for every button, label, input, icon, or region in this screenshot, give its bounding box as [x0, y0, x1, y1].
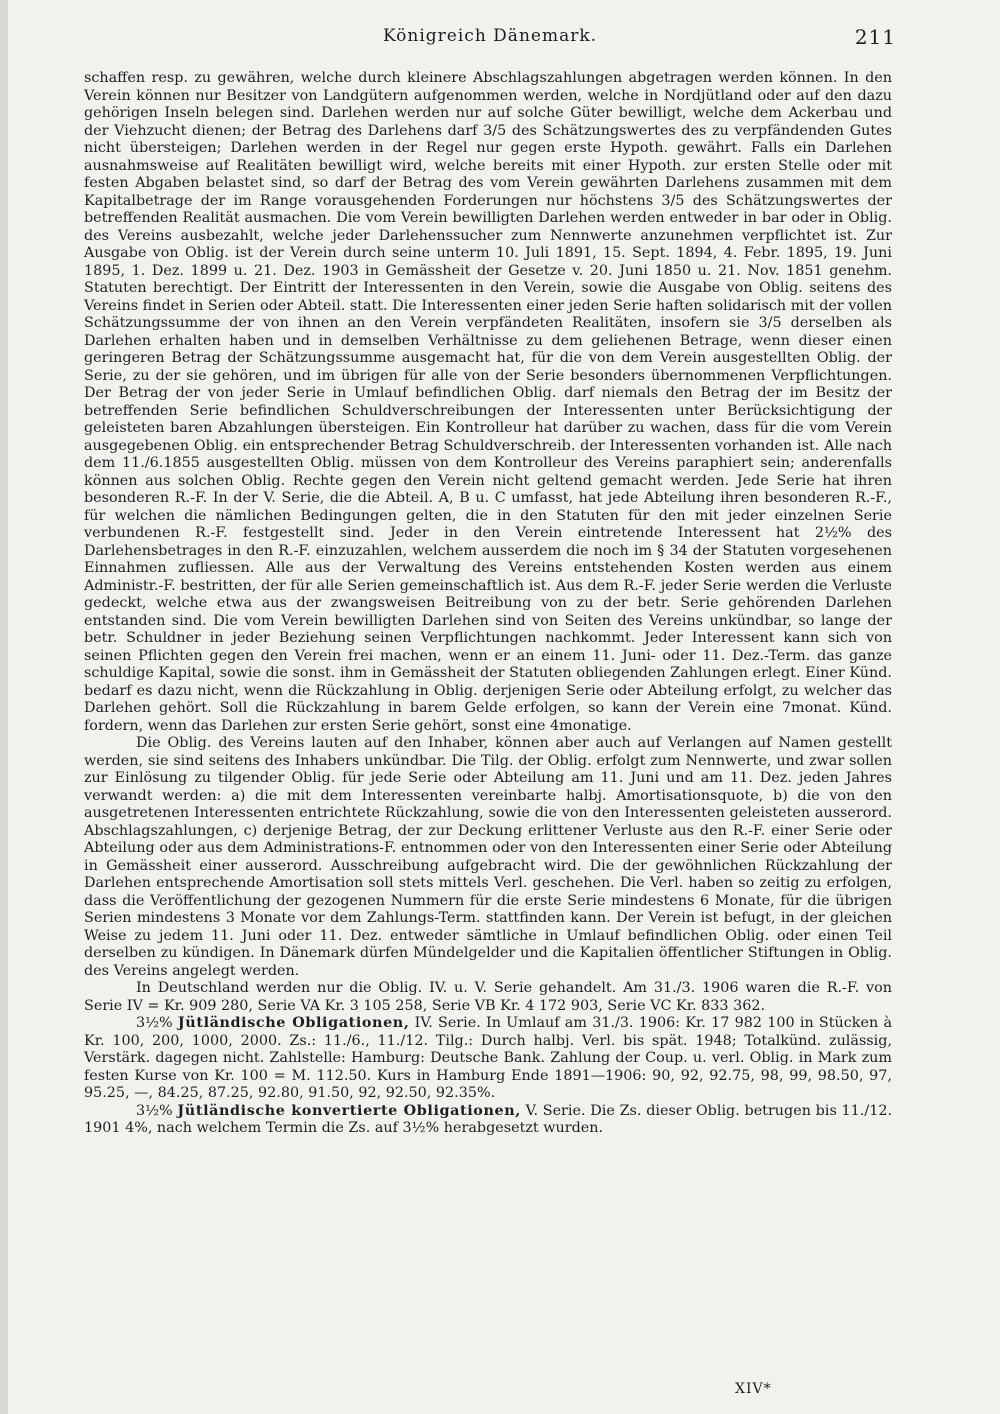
page-number: 211 [854, 25, 896, 49]
entry-rate: 3½% [136, 1015, 173, 1031]
entry-text: V. Serie. Die Zs. dieser Oblig. betrugen bis 11./12. 1901 4%, nach welchem Termin die Zs. auf 3½% herabgesetzt wurden. [84, 1102, 893, 1136]
running-title: Königreich Dänemark. [382, 26, 598, 46]
entry-title: Jütländische Obligationen, [177, 1015, 410, 1031]
paragraph-continuation: schaffen resp. zu gewähren, welche durch kleinere Abschlagszahlungen abgetragen werden können. In den Verein können nur Besitzer von Landgütern aufgenommen werden, welche in Nordjütland oder auf den dazu gehörigen Inseln belegen sind. Darlehen werden nur auf solche Güter bewilligt, welche dem Ackerbau und der Viehzucht dienen; der Betrag des Darlehens darf 3/5 des Schätzungswertes des zu verpfändenden Gutes nicht übersteigen; Darlehen werden in der Regel nur gegen erste Hypoth. gewährt. Falls ein Darlehen ausnahmsweise auf Realitäten bewilligt wird, welche bereits mit einer Hypoth. zur ersten Stelle oder mit festen Abgaben belastet sind, so darf der Betrag des vom Verein gewährten Darlehens zusammen mit dem Kapitalbetrage der im Range vorausgehenden Forderungen nur höchstens 3/5 des Schätzungswertes der betreffenden Realität ausmachen. Die vom Verein bewilligten Darlehen werden entweder in bar oder in Oblig. des Vereins ausbezahlt, welche jeder Darlehenssucher zum Nennwerte anzunehmen verpflichtet ist. Zur Ausgabe von Oblig. ist der Verein durch seine unterm 10. Juli 1891, 15. Sept. 1894, 4. Febr. 1895, 19. Juni 1895, 1. Dez. 1899 u. 21. Dez. 1903 in Gemässheit der Gesetze v. 20. Juni 1850 u. 21. Nov. 1851 genehm. Statuten berechtigt. Der Eintritt der Interessenten in den Verein, sowie die Ausgabe von Oblig. seitens des Vereins findet in Serien oder Abteil. statt. Die Interessenten einer jeden Serie haften solidarisch mit der vollen Schätzungssumme der von ihnen an den Verein verpfändeten Realitäten, insofern sie 3/5 derselben als Darlehen erhalten haben und in demselben Verhältnisse zu dem geliehenen Betrage, wenn dieser einen geringeren Betrag der Schätzungssumme ausgemacht hat, für die von dem Verein ausgestellten Oblig. der Serie, zu der sie gehören, und im übrigen für alle von der Serie besonders übernommenen Verpflichtungen. Der Betrag der von jeder Serie in Umlauf befindlichen Oblig. darf niemals den Betrag der im Besitz der betreffenden Serie befindlichen Schuldverschreibungen der Interessenten unter Berücksichtigung der geleisteten baren Abzahlungen übersteigen. Ein Kontrolleur hat darüber zu wachen, dass für die vom Verein ausgegebenen Oblig. ein entsprechender Betrag Schuldverschreib. der Interessenten vorhanden ist. Alle nach dem 11./6.1855 ausgestellten Oblig. müssen von dem Kontrolleur des Vereins paraphiert sein; anderenfalls können aus solchen Oblig. Rechte gegen den Verein nicht geltend gemacht werden. Jede Serie hat ihren besonderen R.-F. In der V. Serie, die die Abteil. A, B u. C umfasst, hat jede Abteilung ihren besonderen R.-F., für welchen die nämlichen Bedingungen gelten, die in den Statuten für den mit jeder einzelnen Serie verbundenen R.-F. festgestellt sind. Jeder in den Verein eintretende Interessent hat 2½% des Darlehensbetrages in den R.-F. einzuzahlen, welchem ausserdem die noch im § 34 der Statuten vorgesehenen Einnahmen zufliessen. Alle aus der Verwaltung des Vereins entstehenden Kosten werden aus einem Administr.-F. bestritten, der für alle Serien gemeinschaftlich ist. Aus dem R.-F. jeder Serie werden die Verluste gedeckt, welche etwa aus der zwangsweisen Beitreibung von zu der betr. Serie gehörenden Darlehen entstanden sind. Die vom Verein bewilligten Darlehen sind von Seiten des Vereins unkündbar, so lange der betr. Schuldner in jeder Beziehung seinen Verpflichtungen nachkommt. Jeder Interessent kann sich von seinen Pflichten gegen den Verein frei machen, wenn er an einem 11. Juni- oder 11. Dez.-Term. das ganze schuldige Kapital, sowie die sonst. ihm in Gemässheit der Statuten obliegenden Zahlungen erlegt. Einer Künd. bedarf es dazu nicht, wenn die Rückzahlung in Oblig. derjenigen Serie oder Abteilung erfolgt, zu welcher das Darlehen gehört. Soll die Rückzahlung in barem Gelde erfolgen, so kann der Verein eine 7monat. Künd. fordern, wenn das Darlehen zur ersten Serie gehört, sonst eine 4monatige. [84, 70, 892, 734]
entry-jutland-obligations-iv [84, 1015, 892, 1103]
paragraph-germany: In Deutschland werden nur die Oblig. IV. u. V. Serie gehandelt. Am 31./3. 1906 waren die R.-F. von Serie IV = Kr. 909 280, Serie VA Kr. 3 105 258, Serie VB Kr. 4 172 903, Serie VC Kr. 833 362. [84, 980, 892, 1014]
sheet-signature: XIV* [735, 1381, 772, 1397]
entry-title: Jütländische konvertierte Obligationen, [177, 1102, 521, 1119]
body-text [84, 70, 892, 1138]
page-header [84, 26, 896, 56]
entry-text: IV. Serie. In Umlauf am 31./3. 1906: Kr. 17 982 100 in Stücken à Kr. 100, 200, 1000, 2000. Zs.: 11./6., 11./12. Tilg.: Durch halbj. Verl. bis spät. 1948; Totalkünd. zulässig, Verstärk. dagegen nicht. Zahlstelle: Hamburg: Deutsche Bank. Zahlung der Coup. u. verl. Oblig. in Mark zum festen Kurse von Kr. 100 = M. 112.50. Kurs in Hamburg Ende 1891—1906: 90, 92, 92.75, 98, 99, 98.50, 97, 95.25, —, 84.25, 87.25, 92.80, 91.50, 92, 92.50, 92.35%. [84, 1015, 893, 1101]
scan-edge [0, 0, 8, 1414]
entry-jutland-converted-v [84, 1103, 892, 1138]
paragraph-obligations: Die Oblig. des Vereins lauten auf den Inhaber, können aber auch auf Verlangen auf Namen gestellt werden, sie sind seitens des Inhabers unkündbar. Die Tilg. der Oblig. erfolgt zum Nennwerte, und zwar sollen zur Einlösung zu tilgender Oblig. für jede Serie oder Abteilung am 11. Juni und am 11. Dez. jeden Jahres verwandt werden: a) die mit dem Interessenten vereinbarte halbj. Amortisationsquote, b) die von den ausgetretenen Interessenten entrichtete Rückzahlung, sowie die von den Interessenten geleisteten ausserord. Abschlagszahlungen, c) derjenige Betrag, der zur Deckung erlittener Verluste aus den R.-F. einer Serie oder Abteilung oder aus dem Administrations-F. entnommen oder von den Interessenten einer Serie oder Abteilung in Gemässheit einer ausserord. Ausschreibung aufgebracht wird. Die der gewöhnlichen Rückzahlung der Darlehen entsprechende Amortisation soll stets mittels Verl. geschehen. Die Verl. haben so zeitig zu erfolgen, dass die Veröffentlichung der gezogenen Nummern für die erste Serie mindestens 6 Monate, für die übrigen Serien mindestens 3 Monate vor dem Zahlungs-Term. stattfinden kann. Der Verein ist befugt, in der gleichen Weise zu jedem 11. Juni oder 11. Dez. entweder sämtliche in Umlauf befindlichen Oblig. oder einen Teil derselben zu kündigen. In Dänemark dürfen Mündelgelder und die Kapitalien öffentlicher Stiftungen in Oblig. des Vereins angelegt werden. [84, 735, 892, 979]
entry-rate: 3½% [136, 1102, 173, 1119]
